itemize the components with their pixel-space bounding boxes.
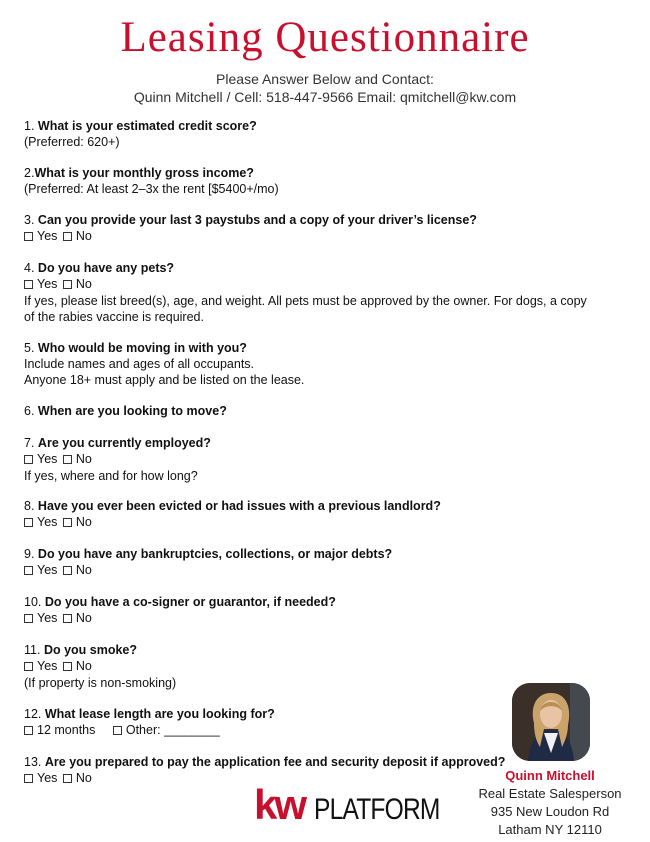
- kw-logo-mark: kw: [254, 781, 305, 828]
- yes-checkbox[interactable]: [24, 514, 57, 530]
- checkbox-box[interactable]: [24, 232, 33, 241]
- no-label: No: [75, 277, 92, 291]
- question-6: [24, 403, 624, 419]
- question-number: 2.: [24, 166, 35, 180]
- question-2: [24, 165, 624, 197]
- agent-address-line2: Latham NY 12110: [498, 822, 602, 837]
- yes-label: Yes: [37, 515, 58, 529]
- yes-checkbox[interactable]: [24, 228, 57, 244]
- no-checkbox[interactable]: [63, 610, 92, 626]
- question-text: Are you prepared to pay the application fee and security deposit if approved?: [44, 755, 506, 769]
- no-checkbox[interactable]: [63, 451, 92, 467]
- platform-logo-text: PLATFORM: [314, 793, 440, 826]
- question-note: If yes, please list breed(s), age, and weight. All pets must be approved by the owner. For dogs, a copy of the rabies vaccine is required.: [24, 293, 587, 324]
- no-checkbox[interactable]: [63, 514, 92, 530]
- question-text: Who would be moving in with you?: [37, 341, 247, 355]
- question-5: [24, 340, 624, 388]
- question-7: [24, 435, 624, 484]
- question-text: Do you smoke?: [43, 643, 138, 657]
- question-number: 8.: [24, 499, 35, 513]
- yes-checkbox[interactable]: [24, 658, 57, 674]
- no-label: No: [75, 611, 92, 625]
- question-text: Do you have a co-signer or guarantor, if needed?: [44, 595, 336, 609]
- yes-label: Yes: [37, 229, 58, 243]
- question-number: 3.: [24, 213, 35, 227]
- checkbox-box[interactable]: [63, 662, 72, 671]
- checkbox-box[interactable]: [24, 455, 33, 464]
- no-checkbox[interactable]: [63, 658, 92, 674]
- question-3: [24, 212, 624, 245]
- question-10: [24, 594, 624, 627]
- question-number: 12.: [24, 707, 42, 721]
- question-note: (If property is non-smoking): [24, 675, 177, 690]
- agent-title: Real Estate Salesperson: [478, 786, 622, 801]
- checkbox-box[interactable]: [63, 280, 72, 289]
- question-text: When are you looking to move?: [37, 404, 227, 418]
- yes-label: Yes: [37, 611, 58, 625]
- question-13: [24, 754, 506, 787]
- question-number: 11.: [24, 643, 41, 657]
- no-checkbox[interactable]: [63, 770, 92, 786]
- question-note: (Preferred: At least 2–3x the rent [$5400+/mo): [24, 182, 279, 196]
- question-number: 4.: [24, 261, 35, 275]
- no-label: No: [75, 229, 92, 243]
- 12-months-label: 12 months: [37, 723, 96, 737]
- no-label: No: [75, 515, 92, 529]
- checkbox-box[interactable]: [24, 566, 33, 575]
- checkbox-box[interactable]: [24, 662, 33, 671]
- checkbox-box[interactable]: [24, 614, 33, 623]
- page-title: Leasing Questionnaire: [120, 14, 530, 61]
- yes-checkbox[interactable]: [24, 562, 57, 578]
- question-1: [24, 118, 624, 150]
- yes-label: Yes: [37, 771, 58, 785]
- checkbox-box[interactable]: [24, 280, 33, 289]
- no-label: No: [75, 771, 92, 785]
- question-number: 9.: [24, 547, 35, 561]
- question-text: What is your estimated credit score?: [37, 119, 257, 133]
- no-label: No: [75, 659, 92, 673]
- agent-photo: [512, 683, 590, 761]
- question-text: Have you ever been evicted or had issues with a previous landlord?: [37, 499, 441, 513]
- contact-details: Quinn Mitchell / Cell: 518-447-9566 Email: qmitchell@kw.com: [133, 89, 517, 105]
- checkbox-box[interactable]: [113, 726, 122, 735]
- question-text: Do you have any bankruptcies, collections, or major debts?: [37, 547, 393, 561]
- other-label: Other: ________: [125, 723, 220, 737]
- question-text: Can you provide your last 3 paystubs and a copy of your driver’s license?: [37, 213, 477, 227]
- checkbox-box[interactable]: [63, 232, 72, 241]
- yes-label: Yes: [37, 563, 58, 577]
- yes-checkbox[interactable]: [24, 610, 57, 626]
- checkbox-box[interactable]: [63, 566, 72, 575]
- question-number: 7.: [24, 436, 35, 450]
- question-text: What is your monthly gross income?: [34, 166, 254, 180]
- agent-address-line1: 935 New Loudon Rd: [490, 804, 610, 819]
- question-text: Do you have any pets?: [37, 261, 175, 275]
- question-9: [24, 546, 624, 579]
- checkbox-box[interactable]: [63, 614, 72, 623]
- checkbox-box[interactable]: [63, 774, 72, 783]
- checkbox-box[interactable]: [24, 726, 33, 735]
- question-note: (Preferred: 620+): [24, 135, 120, 149]
- yes-checkbox[interactable]: [24, 770, 57, 786]
- checkbox-box[interactable]: [63, 518, 72, 527]
- checkbox-box[interactable]: [24, 774, 33, 783]
- question-text: What lease length are you looking for?: [44, 707, 275, 721]
- question-note: Include names and ages of all occupants.: [24, 357, 255, 371]
- agent-name: Quinn Mitchell: [505, 768, 595, 783]
- question-note: If yes, where and for how long?: [24, 468, 198, 483]
- contact-intro: Please Answer Below and Contact:: [216, 71, 434, 87]
- question-note: Anyone 18+ must apply and be listed on the lease.: [24, 373, 305, 387]
- question-text: Are you currently employed?: [37, 436, 211, 450]
- other-checkbox[interactable]: [113, 722, 220, 738]
- question-8: [24, 498, 624, 531]
- yes-checkbox[interactable]: [24, 276, 57, 292]
- agent-portrait-icon: [512, 683, 590, 761]
- question-number: 13.: [24, 755, 42, 769]
- checkbox-box[interactable]: [24, 518, 33, 527]
- no-label: No: [75, 452, 92, 466]
- no-checkbox[interactable]: [63, 276, 92, 292]
- no-checkbox[interactable]: [63, 228, 92, 244]
- question-number: 1.: [24, 119, 35, 133]
- yes-checkbox[interactable]: [24, 451, 57, 467]
- question-number: 6.: [24, 404, 35, 418]
- yes-label: Yes: [37, 659, 58, 673]
- yes-label: Yes: [37, 452, 58, 466]
- question-number: 5.: [24, 341, 35, 355]
- checkbox-box[interactable]: [63, 455, 72, 464]
- no-label: No: [75, 563, 92, 577]
- yes-label: Yes: [37, 277, 58, 291]
- no-checkbox[interactable]: [63, 562, 92, 578]
- 12-months-checkbox[interactable]: [24, 722, 95, 738]
- question-4: [24, 260, 624, 325]
- question-number: 10.: [24, 595, 42, 609]
